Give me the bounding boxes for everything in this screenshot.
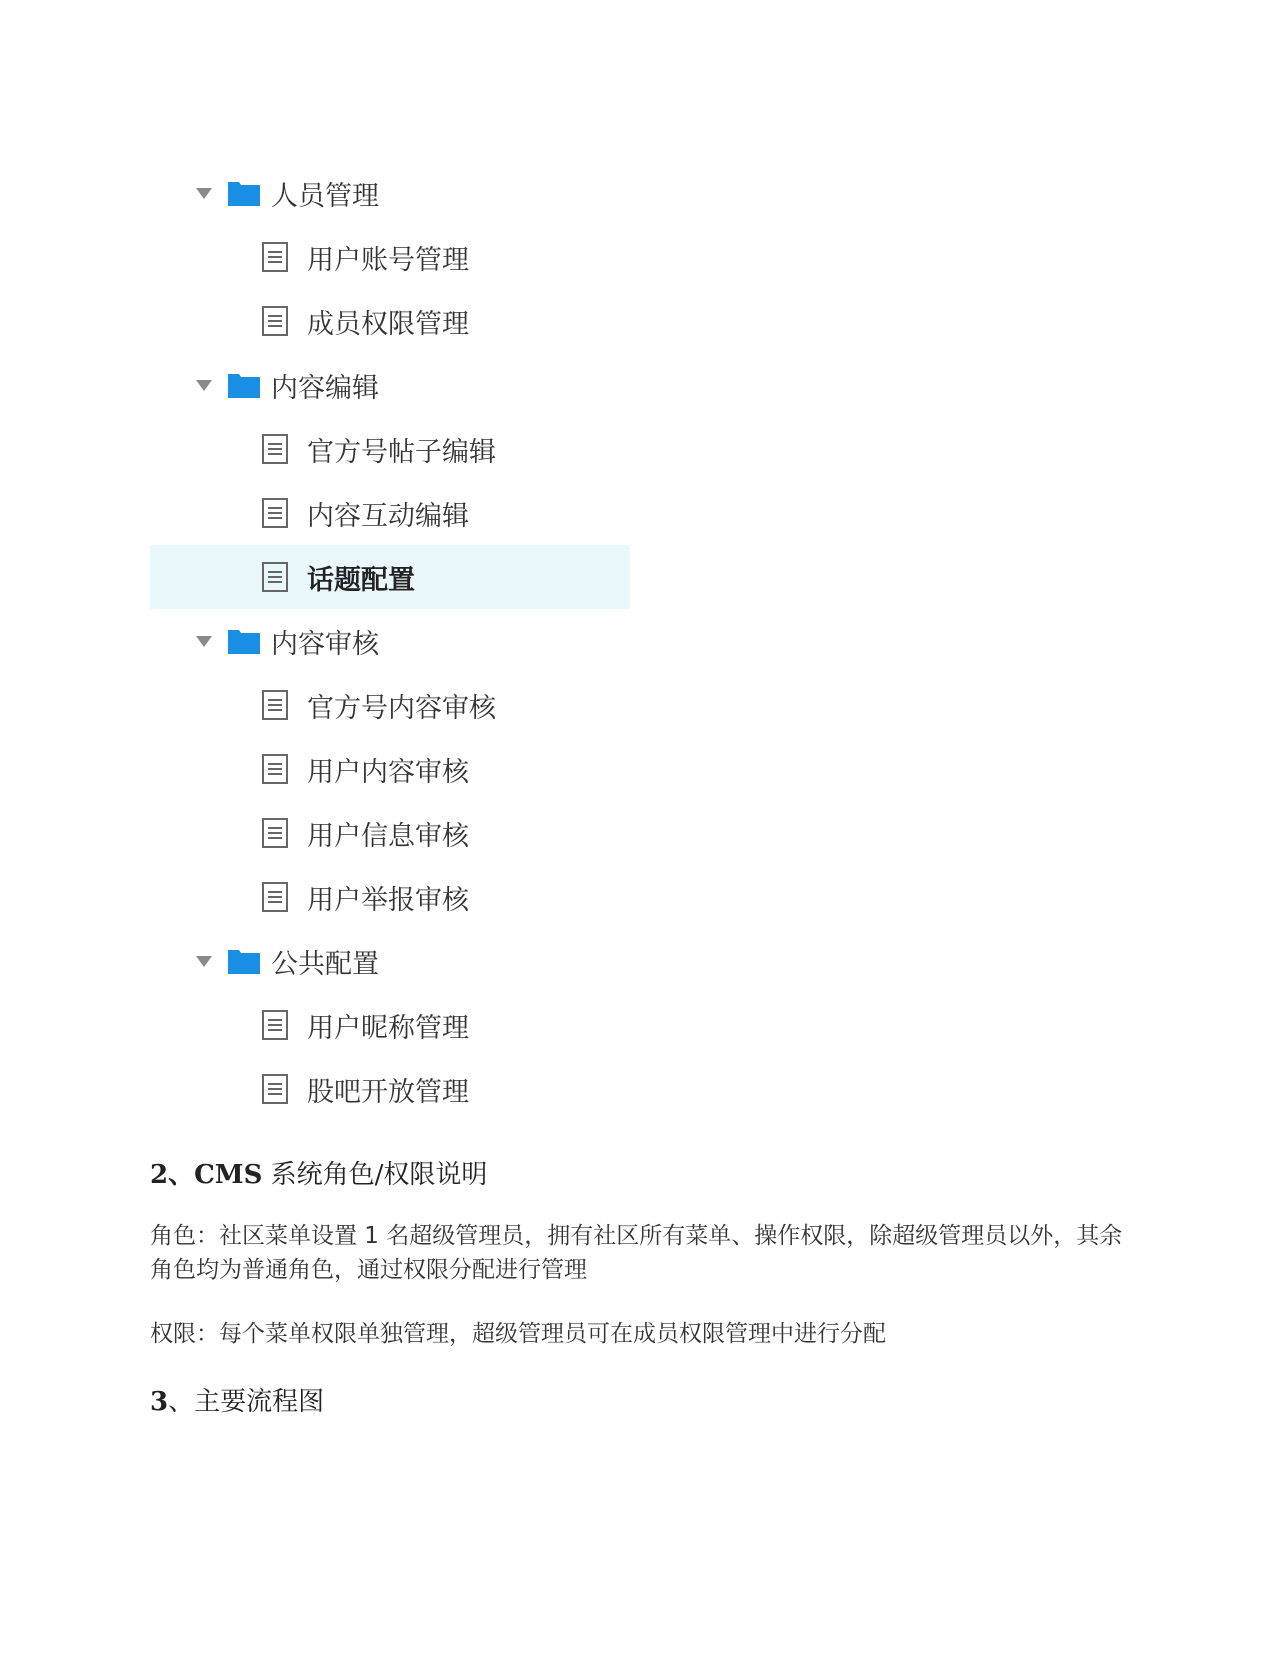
- document-icon: [262, 498, 288, 528]
- folder-icon: [228, 180, 260, 206]
- tree-item-topic-config[interactable]: [150, 545, 630, 609]
- tree-item-user-content-review[interactable]: [150, 737, 630, 801]
- folder-label: 人员管理: [271, 180, 379, 212]
- section-number: 3: [150, 1387, 169, 1417]
- tree-item-label: 官方号内容审核: [307, 692, 496, 724]
- tree-item-label: 成员权限管理: [307, 308, 469, 340]
- tree-item-user-report-review[interactable]: [150, 865, 630, 929]
- caret-down-icon[interactable]: [196, 188, 212, 199]
- folder-icon: [228, 628, 260, 654]
- tree-item-label: 用户内容审核: [307, 756, 469, 788]
- menu-tree: [150, 161, 630, 1121]
- permission-paragraph: 权限：每个菜单权限单独管理，超级管理员可在成员权限管理中进行分配: [150, 1321, 886, 1347]
- tree-item-label: 用户举报审核: [307, 884, 469, 916]
- tree-item-label: 用户昵称管理: [307, 1012, 469, 1044]
- document-icon: [262, 690, 288, 720]
- tree-item-nickname-mgmt[interactable]: [150, 993, 630, 1057]
- tree-item-member-permissions[interactable]: [150, 289, 630, 353]
- section-3-heading-wrap: [150, 1381, 1130, 1418]
- permission-paragraph-wrap: [150, 1317, 1130, 1351]
- tree-item-label: 话题配置: [307, 564, 415, 596]
- document-icon: [262, 882, 288, 912]
- tree-item-label: 用户信息审核: [307, 820, 469, 852]
- document-icon: [262, 306, 288, 336]
- folder-label: 内容审核: [271, 628, 379, 660]
- section-title: 系统角色/权限说明: [262, 1160, 488, 1190]
- caret-down-icon[interactable]: [196, 636, 212, 647]
- tree-item-forum-open-mgmt[interactable]: [150, 1057, 630, 1121]
- document-icon: [262, 754, 288, 784]
- caret-down-icon[interactable]: [196, 380, 212, 391]
- section-title: 、主要流程图: [168, 1387, 325, 1417]
- document-icon: [262, 1010, 288, 1040]
- tree-folder-content-review[interactable]: [150, 609, 630, 673]
- folder-icon: [228, 372, 260, 398]
- section-number: 2、CMS: [150, 1160, 263, 1190]
- tree-item-interaction-edit[interactable]: [150, 481, 630, 545]
- folder-icon: [228, 948, 260, 974]
- document-icon: [262, 818, 288, 848]
- tree-folder-content-editing[interactable]: [150, 353, 630, 417]
- document-icon: [262, 562, 288, 592]
- document-icon: [262, 242, 288, 272]
- caret-down-icon[interactable]: [196, 956, 212, 967]
- folder-label: 内容编辑: [271, 372, 379, 404]
- folder-label: 公共配置: [271, 948, 379, 980]
- tree-folder-public-config[interactable]: [150, 929, 630, 993]
- tree-folder-personnel[interactable]: [150, 161, 630, 225]
- tree-item-official-review[interactable]: [150, 673, 630, 737]
- tree-item-label: 官方号帖子编辑: [307, 436, 496, 468]
- section-3-heading: [150, 1381, 1130, 1418]
- section-2-heading-wrap: [150, 1154, 1130, 1191]
- section-2-heading: [150, 1154, 1130, 1191]
- tree-item-label: 股吧开放管理: [307, 1076, 469, 1108]
- role-paragraph-wrap: [150, 1219, 1130, 1287]
- tree-item-label: 内容互动编辑: [307, 500, 469, 532]
- tree-item-official-post-edit[interactable]: [150, 417, 630, 481]
- tree-item-user-info-review[interactable]: [150, 801, 630, 865]
- document-icon: [262, 434, 288, 464]
- document-icon: [262, 1074, 288, 1104]
- role-paragraph: 角色：社区菜单设置 1 名超级管理员，拥有社区所有菜单、操作权限，除超级管理员以外，其余角色均为普通角色，通过权限分配进行管理: [150, 1223, 1123, 1283]
- tree-item-user-accounts[interactable]: [150, 225, 630, 289]
- tree-item-label: 用户账号管理: [307, 244, 469, 276]
